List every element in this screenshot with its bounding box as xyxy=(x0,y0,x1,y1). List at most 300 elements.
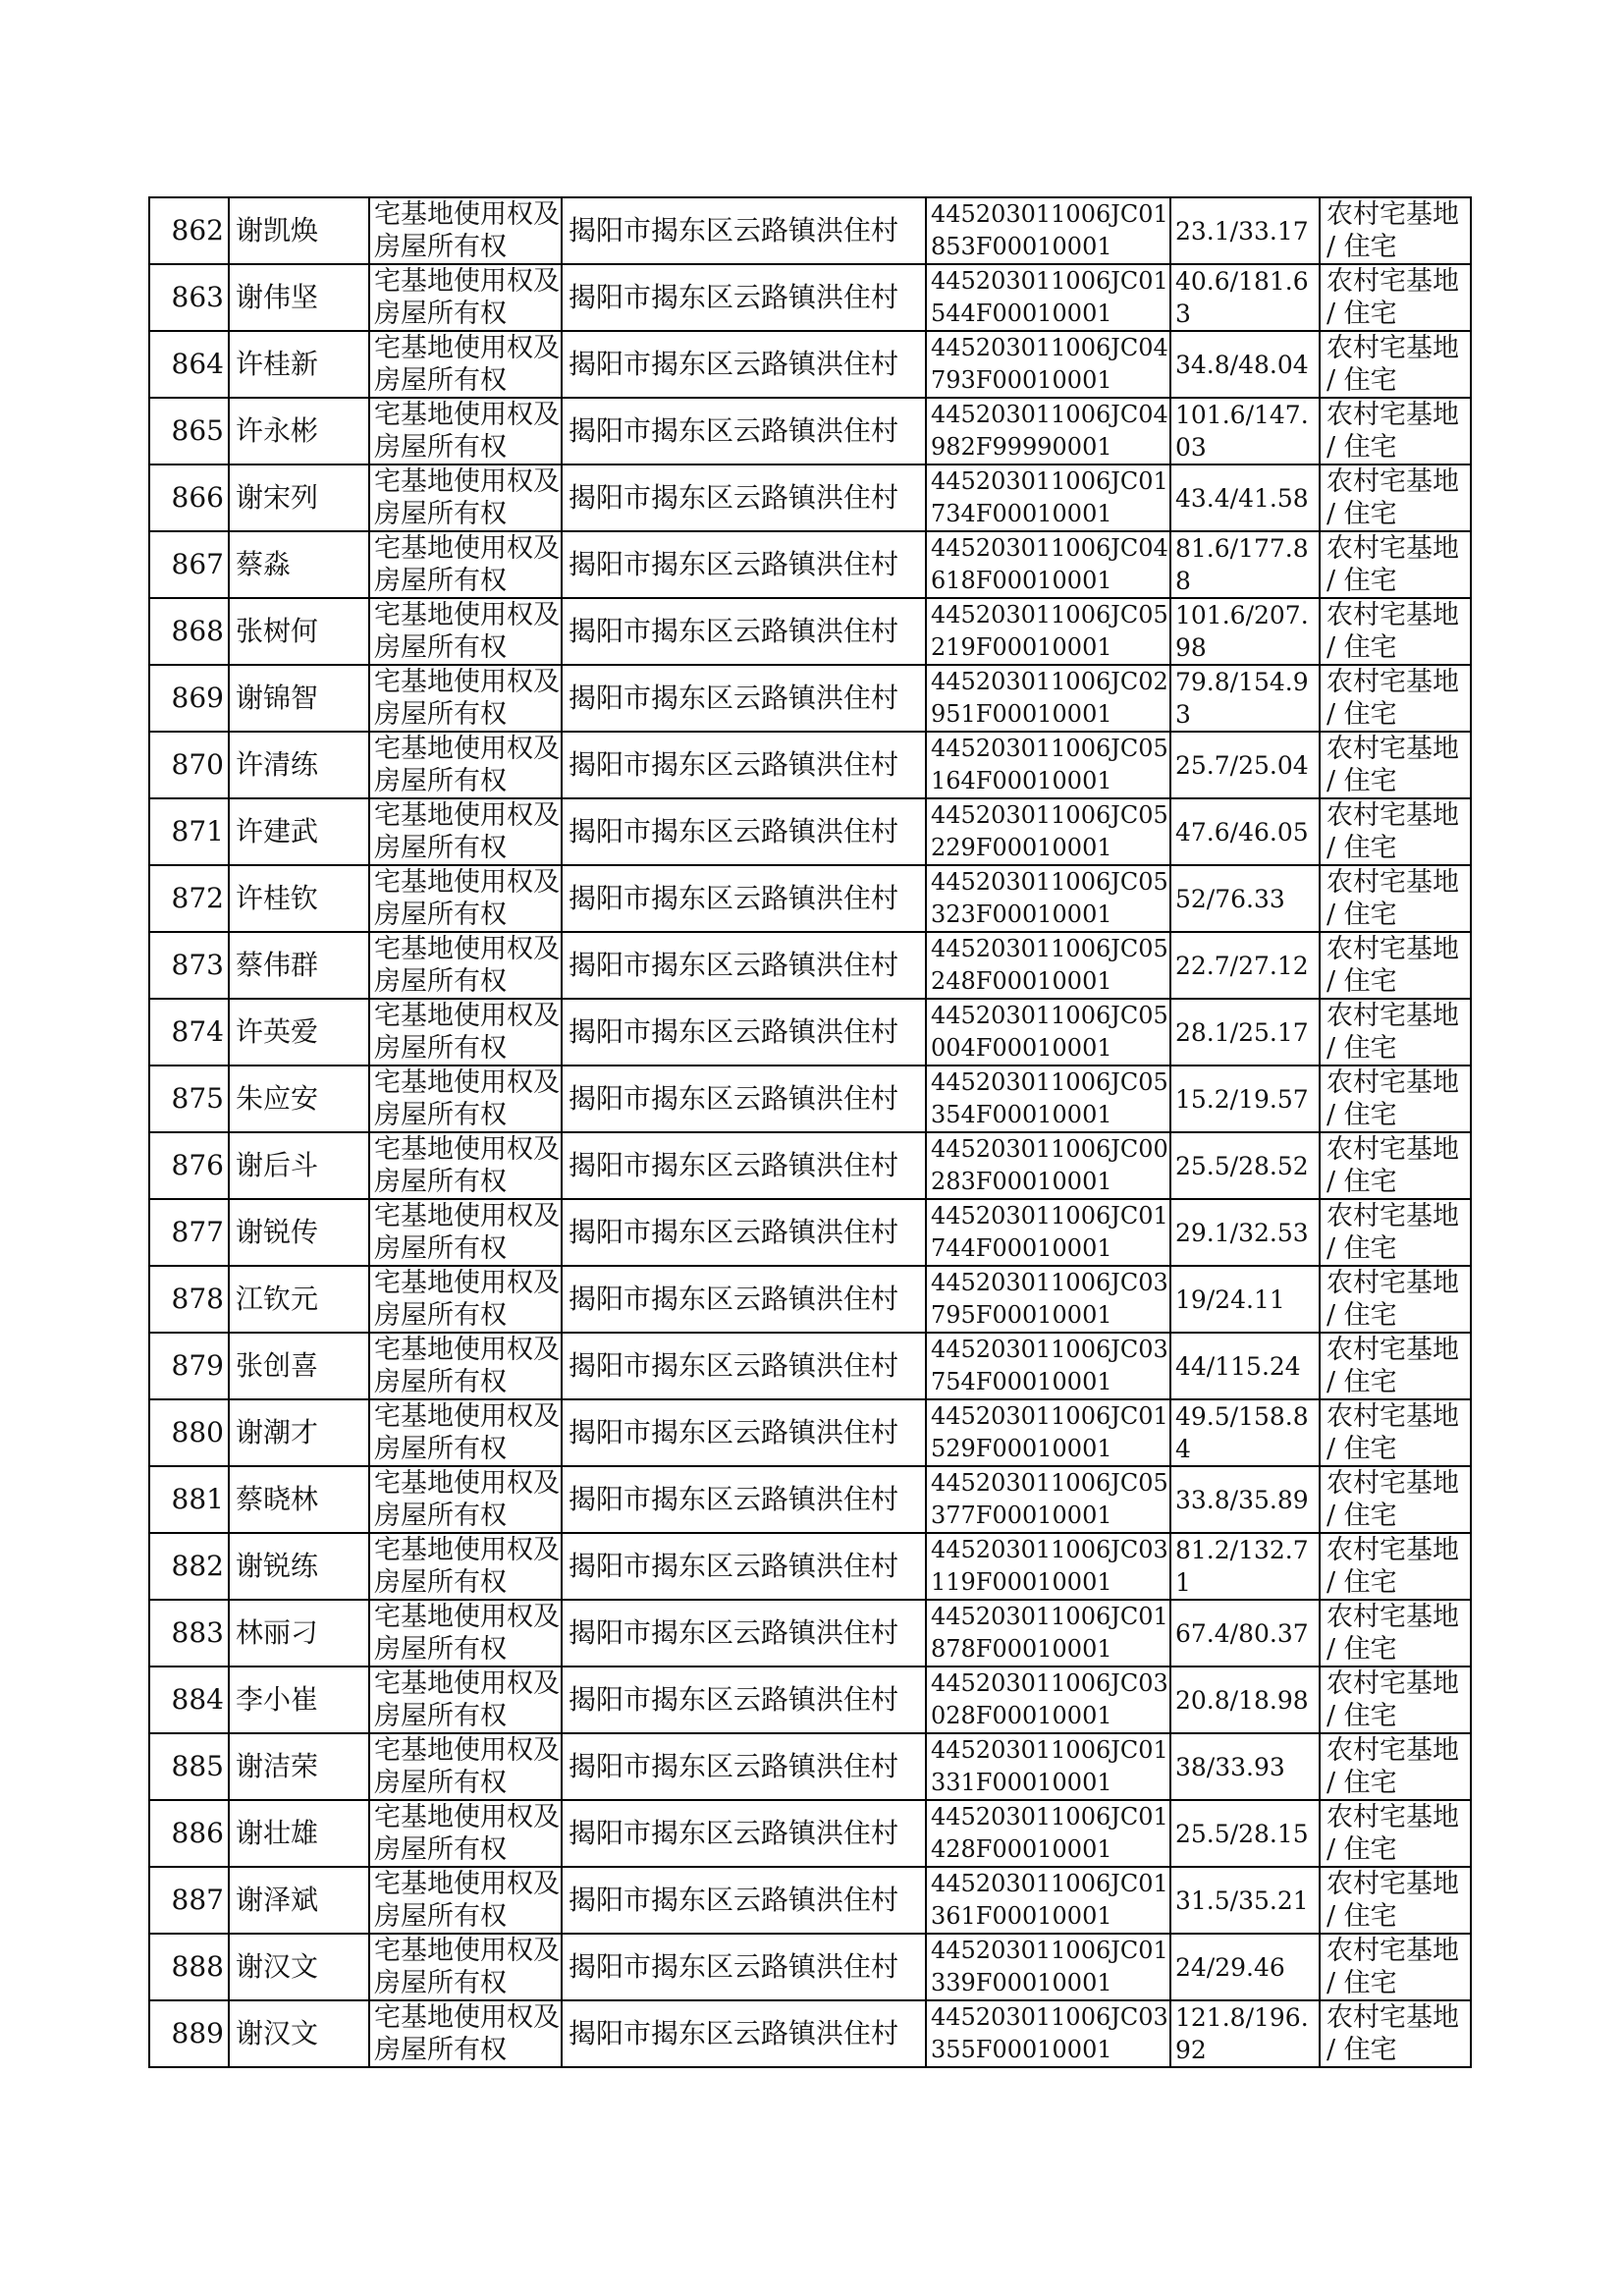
right-type: 宅基地使用权及房屋所有权 xyxy=(374,1668,560,1731)
right-type: 宅基地使用权及房屋所有权 xyxy=(374,934,560,997)
row-number-cell xyxy=(149,197,229,264)
area-value-cell xyxy=(1170,1667,1320,1733)
land-use: 农村宅基地 / 住宅 xyxy=(1326,600,1459,663)
area-value-cell xyxy=(1170,1600,1320,1667)
right-type: 宅基地使用权及房屋所有权 xyxy=(374,199,560,262)
unit-code-cell xyxy=(926,798,1170,865)
land-use-cell xyxy=(1320,865,1471,932)
unit-code: 445203011006JC05248F00010001 xyxy=(931,935,1168,995)
row-number-cell xyxy=(149,1600,229,1667)
unit-code: 445203011006JC01428F00010001 xyxy=(931,1803,1168,1863)
property-address: 揭阳市揭东区云路镇洪住村 xyxy=(568,1616,899,1649)
row-number-cell xyxy=(149,1066,229,1132)
right-type-cell xyxy=(369,732,562,798)
land-use: 农村宅基地 / 住宅 xyxy=(1326,1602,1459,1665)
owner-name: 谢汉文 xyxy=(236,1950,319,1983)
area-value: 20.8/18.98 xyxy=(1175,1685,1309,1715)
area-value: 49.5/158.84 xyxy=(1175,1402,1309,1463)
row-number-cell xyxy=(149,732,229,798)
row-number-cell xyxy=(149,1466,229,1533)
right-type: 宅基地使用权及房屋所有权 xyxy=(374,1602,560,1665)
row-number: 870 xyxy=(171,748,224,781)
owner-name-cell xyxy=(229,1667,369,1733)
land-use-cell xyxy=(1320,464,1471,531)
table-row xyxy=(149,598,1471,665)
right-type-cell xyxy=(369,1132,562,1199)
owner-name: 谢锐传 xyxy=(236,1216,319,1248)
owner-name: 谢宋列 xyxy=(236,481,319,514)
area-value: 25.7/25.04 xyxy=(1175,750,1309,780)
area-value-cell xyxy=(1170,1800,1320,1867)
row-number-cell xyxy=(149,665,229,732)
property-address: 揭阳市揭东区云路镇洪住村 xyxy=(568,882,899,914)
unit-code: 445203011006JC01331F00010001 xyxy=(931,1736,1168,1796)
owner-name-cell xyxy=(229,464,369,531)
land-use: 农村宅基地 / 住宅 xyxy=(1326,1468,1459,1531)
right-type: 宅基地使用权及房屋所有权 xyxy=(374,2002,560,2065)
row-number-cell xyxy=(149,999,229,1066)
unit-code-cell xyxy=(926,1066,1170,1132)
area-value-cell xyxy=(1170,865,1320,932)
right-type: 宅基地使用权及房屋所有权 xyxy=(374,466,560,529)
unit-code: 445203011006JC05229F00010001 xyxy=(931,801,1168,861)
property-address-cell xyxy=(562,932,926,999)
unit-code-cell xyxy=(926,665,1170,732)
land-use: 农村宅基地 / 住宅 xyxy=(1326,1869,1459,1932)
right-type-cell xyxy=(369,598,562,665)
land-use-cell xyxy=(1320,1934,1471,2000)
area-value: 121.8/196.92 xyxy=(1175,2003,1309,2064)
owner-name-cell xyxy=(229,1533,369,1600)
unit-code: 445203011006JC05323F00010001 xyxy=(931,868,1168,928)
area-value-cell xyxy=(1170,665,1320,732)
owner-name: 许永彬 xyxy=(236,414,319,447)
property-address-cell xyxy=(562,1333,926,1399)
area-value: 52/76.33 xyxy=(1175,884,1285,913)
table-row xyxy=(149,1867,1471,1934)
land-use-cell xyxy=(1320,264,1471,331)
area-value-cell xyxy=(1170,999,1320,1066)
owner-name-cell xyxy=(229,1800,369,1867)
property-address: 揭阳市揭东区云路镇洪住村 xyxy=(568,1216,899,1248)
owner-name: 张创喜 xyxy=(236,1349,319,1382)
row-number-cell xyxy=(149,932,229,999)
owner-name-cell xyxy=(229,865,369,932)
unit-code: 445203011006JC03028F00010001 xyxy=(931,1669,1168,1729)
right-type: 宅基地使用权及房屋所有权 xyxy=(374,1401,560,1464)
area-value-cell xyxy=(1170,1066,1320,1132)
table-row xyxy=(149,732,1471,798)
property-address-cell xyxy=(562,197,926,264)
owner-name: 蔡伟群 xyxy=(236,949,319,981)
owner-name: 蔡晓林 xyxy=(236,1483,319,1515)
right-type-cell xyxy=(369,932,562,999)
unit-code: 445203011006JC01339F00010001 xyxy=(931,1937,1168,1996)
area-value: 81.6/177.88 xyxy=(1175,534,1309,595)
area-value-cell xyxy=(1170,1733,1320,1800)
row-number: 888 xyxy=(171,1950,224,1983)
row-number-cell xyxy=(149,865,229,932)
property-address-cell xyxy=(562,665,926,732)
area-value-cell xyxy=(1170,598,1320,665)
owner-name-cell xyxy=(229,1466,369,1533)
row-number-cell xyxy=(149,2000,229,2067)
property-address: 揭阳市揭东区云路镇洪住村 xyxy=(568,1416,899,1448)
right-type-cell xyxy=(369,1867,562,1934)
owner-name: 谢后斗 xyxy=(236,1149,319,1181)
area-value-cell xyxy=(1170,1399,1320,1466)
area-value-cell xyxy=(1170,1867,1320,1934)
row-number-cell xyxy=(149,1800,229,1867)
right-type-cell xyxy=(369,1199,562,1266)
property-address: 揭阳市揭东区云路镇洪住村 xyxy=(568,1550,899,1582)
area-value: 19/24.11 xyxy=(1175,1284,1285,1314)
registry-table-body xyxy=(149,197,1471,2067)
land-use: 农村宅基地 / 住宅 xyxy=(1326,1001,1459,1064)
owner-name: 许英爱 xyxy=(236,1015,319,1048)
area-value-cell xyxy=(1170,197,1320,264)
area-value: 101.6/147.03 xyxy=(1175,401,1309,462)
land-use-cell xyxy=(1320,732,1471,798)
owner-name: 林丽刁 xyxy=(236,1616,319,1649)
area-value-cell xyxy=(1170,1132,1320,1199)
owner-name: 谢汉文 xyxy=(236,2017,319,2049)
unit-code: 445203011006JC01744F00010001 xyxy=(931,1202,1168,1262)
owner-name: 许清练 xyxy=(236,748,319,781)
right-type: 宅基地使用权及房屋所有权 xyxy=(374,1535,560,1598)
land-use-cell xyxy=(1320,1132,1471,1199)
land-use: 农村宅基地 / 住宅 xyxy=(1326,1802,1459,1865)
table-row xyxy=(149,197,1471,264)
table-row xyxy=(149,999,1471,1066)
unit-code-cell xyxy=(926,264,1170,331)
row-number: 884 xyxy=(171,1683,224,1716)
area-value-cell xyxy=(1170,1333,1320,1399)
property-address-cell xyxy=(562,1800,926,1867)
row-number: 882 xyxy=(171,1550,224,1582)
land-use: 农村宅基地 / 住宅 xyxy=(1326,1668,1459,1731)
unit-code-cell xyxy=(926,1600,1170,1667)
area-value: 43.4/41.58 xyxy=(1175,483,1309,513)
right-type: 宅基地使用权及房屋所有权 xyxy=(374,1802,560,1865)
row-number: 879 xyxy=(171,1349,224,1382)
row-number: 864 xyxy=(171,348,224,380)
owner-name-cell xyxy=(229,1132,369,1199)
row-number-cell xyxy=(149,1199,229,1266)
table-row xyxy=(149,398,1471,464)
unit-code: 445203011006JC01734F00010001 xyxy=(931,467,1168,527)
unit-code: 445203011006JC01853F00010001 xyxy=(931,200,1168,260)
property-address-cell xyxy=(562,1600,926,1667)
row-number: 872 xyxy=(171,882,224,914)
right-type-cell xyxy=(369,531,562,598)
area-value-cell xyxy=(1170,2000,1320,2067)
area-value: 25.5/28.15 xyxy=(1175,1819,1309,1848)
right-type: 宅基地使用权及房屋所有权 xyxy=(374,1134,560,1197)
table-row xyxy=(149,1066,1471,1132)
land-use: 农村宅基地 / 住宅 xyxy=(1326,867,1459,930)
owner-name-cell xyxy=(229,1934,369,2000)
table-row xyxy=(149,1132,1471,1199)
land-use-cell xyxy=(1320,331,1471,398)
row-number-cell xyxy=(149,531,229,598)
owner-name: 谢锦智 xyxy=(236,682,319,714)
right-type: 宅基地使用权及房屋所有权 xyxy=(374,867,560,930)
table-row xyxy=(149,531,1471,598)
area-value-cell xyxy=(1170,798,1320,865)
right-type-cell xyxy=(369,1934,562,2000)
area-value: 34.8/48.04 xyxy=(1175,350,1309,379)
owner-name-cell xyxy=(229,999,369,1066)
owner-name: 许建武 xyxy=(236,815,319,847)
right-type-cell xyxy=(369,1399,562,1466)
land-use: 农村宅基地 / 住宅 xyxy=(1326,199,1459,262)
unit-code: 445203011006JC04618F00010001 xyxy=(931,534,1168,594)
right-type: 宅基地使用权及房屋所有权 xyxy=(374,1936,560,1998)
unit-code-cell xyxy=(926,598,1170,665)
land-use: 农村宅基地 / 住宅 xyxy=(1326,466,1459,529)
owner-name-cell xyxy=(229,1867,369,1934)
property-address-cell xyxy=(562,865,926,932)
unit-code-cell xyxy=(926,1466,1170,1533)
table-row xyxy=(149,1800,1471,1867)
land-use-cell xyxy=(1320,2000,1471,2067)
owner-name: 谢凯焕 xyxy=(236,214,319,246)
owner-name-cell xyxy=(229,1333,369,1399)
right-type: 宅基地使用权及房屋所有权 xyxy=(374,1067,560,1130)
right-type-cell xyxy=(369,398,562,464)
land-use-cell xyxy=(1320,1199,1471,1266)
table-row xyxy=(149,798,1471,865)
owner-name-cell xyxy=(229,197,369,264)
unit-code-cell xyxy=(926,1533,1170,1600)
row-number-cell xyxy=(149,598,229,665)
unit-code-cell xyxy=(926,1800,1170,1867)
area-value: 44/115.24 xyxy=(1175,1351,1301,1381)
land-use: 农村宅基地 / 住宅 xyxy=(1326,1936,1459,1998)
owner-name-cell xyxy=(229,1733,369,1800)
table-row xyxy=(149,2000,1471,2067)
row-number-cell xyxy=(149,1533,229,1600)
row-number-cell xyxy=(149,264,229,331)
row-number: 867 xyxy=(171,548,224,580)
property-address-cell xyxy=(562,1266,926,1333)
right-type: 宅基地使用权及房屋所有权 xyxy=(374,1268,560,1331)
row-number: 863 xyxy=(171,281,224,313)
area-value: 23.1/33.17 xyxy=(1175,216,1309,246)
table-row xyxy=(149,1266,1471,1333)
unit-code: 445203011006JC01878F00010001 xyxy=(931,1603,1168,1663)
area-value: 24/29.46 xyxy=(1175,1952,1285,1982)
property-address: 揭阳市揭东区云路镇洪住村 xyxy=(568,1683,899,1716)
land-use: 农村宅基地 / 住宅 xyxy=(1326,1735,1459,1798)
row-number-cell xyxy=(149,1667,229,1733)
property-address-cell xyxy=(562,1132,926,1199)
owner-name-cell xyxy=(229,932,369,999)
unit-code: 445203011006JC03754F00010001 xyxy=(931,1336,1168,1395)
property-address: 揭阳市揭东区云路镇洪住村 xyxy=(568,1015,899,1048)
row-number: 869 xyxy=(171,682,224,714)
owner-name: 谢洁荣 xyxy=(236,1750,319,1782)
unit-code-cell xyxy=(926,865,1170,932)
unit-code: 445203011006JC05219F00010001 xyxy=(931,601,1168,661)
unit-code-cell xyxy=(926,932,1170,999)
unit-code-cell xyxy=(926,1266,1170,1333)
right-type-cell xyxy=(369,2000,562,2067)
property-address: 揭阳市揭东区云路镇洪住村 xyxy=(568,348,899,380)
right-type-cell xyxy=(369,798,562,865)
row-number-cell xyxy=(149,1867,229,1934)
land-use: 农村宅基地 / 住宅 xyxy=(1326,1201,1459,1264)
unit-code: 445203011006JC00283F00010001 xyxy=(931,1135,1168,1195)
area-value-cell xyxy=(1170,1934,1320,2000)
right-type: 宅基地使用权及房屋所有权 xyxy=(374,1201,560,1264)
property-address-cell xyxy=(562,1199,926,1266)
table-row xyxy=(149,1934,1471,2000)
property-address-cell xyxy=(562,598,926,665)
property-address-cell xyxy=(562,999,926,1066)
land-use-cell xyxy=(1320,1867,1471,1934)
land-use: 农村宅基地 / 住宅 xyxy=(1326,266,1459,329)
property-address-cell xyxy=(562,1867,926,1934)
row-number: 885 xyxy=(171,1750,224,1782)
row-number: 881 xyxy=(171,1483,224,1515)
area-value: 47.6/46.05 xyxy=(1175,817,1309,847)
area-value: 38/33.93 xyxy=(1175,1752,1285,1781)
registry-table xyxy=(148,196,1472,2068)
land-use-cell xyxy=(1320,1066,1471,1132)
unit-code-cell xyxy=(926,464,1170,531)
land-use: 农村宅基地 / 住宅 xyxy=(1326,1067,1459,1130)
property-address-cell xyxy=(562,732,926,798)
row-number: 875 xyxy=(171,1082,224,1115)
owner-name-cell xyxy=(229,1266,369,1333)
owner-name: 蔡淼 xyxy=(236,548,292,580)
area-value-cell xyxy=(1170,264,1320,331)
table-row xyxy=(149,331,1471,398)
property-address-cell xyxy=(562,1066,926,1132)
owner-name-cell xyxy=(229,398,369,464)
unit-code-cell xyxy=(926,331,1170,398)
land-use: 农村宅基地 / 住宅 xyxy=(1326,800,1459,863)
row-number: 871 xyxy=(171,815,224,847)
land-use: 农村宅基地 / 住宅 xyxy=(1326,333,1459,396)
land-use-cell xyxy=(1320,598,1471,665)
row-number: 886 xyxy=(171,1817,224,1849)
area-value: 22.7/27.12 xyxy=(1175,951,1309,980)
land-use: 农村宅基地 / 住宅 xyxy=(1326,1268,1459,1331)
property-address-cell xyxy=(562,798,926,865)
right-type-cell xyxy=(369,1600,562,1667)
table-row xyxy=(149,1533,1471,1600)
area-value: 33.8/35.89 xyxy=(1175,1485,1309,1514)
unit-code: 445203011006JC04982F99990001 xyxy=(931,401,1168,461)
property-address-cell xyxy=(562,2000,926,2067)
land-use: 农村宅基地 / 住宅 xyxy=(1326,734,1459,796)
unit-code: 445203011006JC03119F00010001 xyxy=(931,1536,1168,1596)
area-value-cell xyxy=(1170,331,1320,398)
unit-code: 445203011006JC05164F00010001 xyxy=(931,735,1168,794)
unit-code-cell xyxy=(926,1399,1170,1466)
area-value-cell xyxy=(1170,1266,1320,1333)
unit-code: 445203011006JC05004F00010001 xyxy=(931,1002,1168,1062)
land-use: 农村宅基地 / 住宅 xyxy=(1326,1401,1459,1464)
area-value: 25.5/28.52 xyxy=(1175,1151,1309,1180)
area-value: 15.2/19.57 xyxy=(1175,1084,1309,1114)
row-number-cell xyxy=(149,1333,229,1399)
owner-name: 许桂钦 xyxy=(236,882,319,914)
right-type-cell xyxy=(369,1533,562,1600)
right-type-cell xyxy=(369,1800,562,1867)
area-value: 40.6/181.63 xyxy=(1175,267,1309,328)
owner-name-cell xyxy=(229,1066,369,1132)
unit-code: 445203011006JC01544F00010001 xyxy=(931,267,1168,327)
land-use-cell xyxy=(1320,1667,1471,1733)
table-row xyxy=(149,464,1471,531)
row-number-cell xyxy=(149,398,229,464)
right-type-cell xyxy=(369,197,562,264)
right-type: 宅基地使用权及房屋所有权 xyxy=(374,734,560,796)
owner-name: 李小崔 xyxy=(236,1683,319,1716)
property-address: 揭阳市揭东区云路镇洪住村 xyxy=(568,281,899,313)
right-type-cell xyxy=(369,1466,562,1533)
owner-name: 许桂新 xyxy=(236,348,319,380)
unit-code: 445203011006JC03795F00010001 xyxy=(931,1269,1168,1329)
owner-name-cell xyxy=(229,598,369,665)
table-row xyxy=(149,1466,1471,1533)
table-row xyxy=(149,1733,1471,1800)
property-address: 揭阳市揭东区云路镇洪住村 xyxy=(568,481,899,514)
property-address: 揭阳市揭东区云路镇洪住村 xyxy=(568,1817,899,1849)
row-number: 866 xyxy=(171,481,224,514)
row-number-cell xyxy=(149,331,229,398)
land-use-cell xyxy=(1320,531,1471,598)
unit-code: 445203011006JC03355F00010001 xyxy=(931,2003,1168,2063)
row-number-cell xyxy=(149,1266,229,1333)
right-type: 宅基地使用权及房屋所有权 xyxy=(374,600,560,663)
row-number-cell xyxy=(149,1132,229,1199)
area-value-cell xyxy=(1170,464,1320,531)
land-use-cell xyxy=(1320,798,1471,865)
table-row xyxy=(149,1600,1471,1667)
area-value-cell xyxy=(1170,732,1320,798)
owner-name-cell xyxy=(229,531,369,598)
right-type: 宅基地使用权及房屋所有权 xyxy=(374,333,560,396)
owner-name-cell xyxy=(229,1199,369,1266)
area-value: 81.2/132.71 xyxy=(1175,1536,1309,1597)
area-value: 31.5/35.21 xyxy=(1175,1885,1309,1915)
unit-code: 445203011006JC04793F00010001 xyxy=(931,334,1168,394)
right-type: 宅基地使用权及房屋所有权 xyxy=(374,667,560,730)
owner-name: 谢伟坚 xyxy=(236,281,319,313)
right-type-cell xyxy=(369,1266,562,1333)
unit-code-cell xyxy=(926,197,1170,264)
property-address-cell xyxy=(562,331,926,398)
row-number: 877 xyxy=(171,1216,224,1248)
area-value: 101.6/207.98 xyxy=(1175,601,1309,662)
owner-name-cell xyxy=(229,2000,369,2067)
table-row xyxy=(149,264,1471,331)
owner-name-cell xyxy=(229,331,369,398)
unit-code-cell xyxy=(926,732,1170,798)
table-row xyxy=(149,932,1471,999)
owner-name: 江钦元 xyxy=(236,1283,319,1315)
owner-name: 谢锐练 xyxy=(236,1550,319,1582)
row-number-cell xyxy=(149,464,229,531)
property-address: 揭阳市揭东区云路镇洪住村 xyxy=(568,682,899,714)
owner-name: 朱应安 xyxy=(236,1082,319,1115)
land-use-cell xyxy=(1320,1333,1471,1399)
